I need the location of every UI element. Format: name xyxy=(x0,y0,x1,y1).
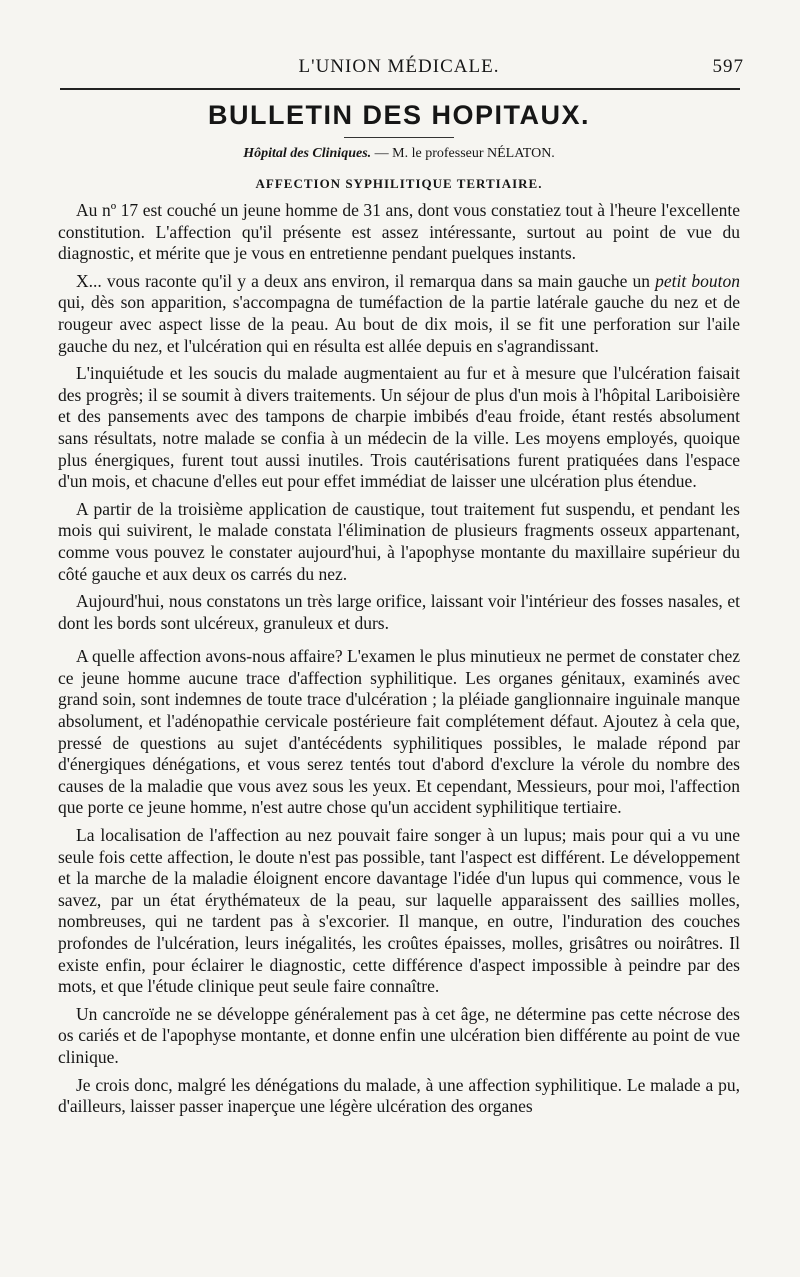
paragraph-2 xyxy=(58,271,740,357)
running-title: L'UNION MÉDICALE. xyxy=(298,56,500,77)
page-number: 597 xyxy=(712,56,744,77)
paragraph-1: Au nº 17 est couché un jeune homme de 31 ans, dont vous constatiez tout à l'heure l'excellente constitution. L'affection qu'il présente est assez intéressante, surtout au point de vue du diagnostic, et mérite que je vous en entretienne pendant puelques instants. xyxy=(58,200,740,264)
hospital-name: Hôpital des Cliniques. xyxy=(243,146,372,161)
paragraph-2-emphasis: petit bouton xyxy=(655,270,740,291)
hospital-line xyxy=(58,146,740,162)
paragraph-5: Aujourd'hui, nous constatons un très large orifice, laissant voir l'intérieur des fosses nasales, et dont les bords sont ulcéreux, granuleux et durs. xyxy=(58,591,740,633)
paragraph-4: A partir de la troisième application de caustique, tout traitement fut suspendu, et pendant les mois qui suivirent, le malade constata l'élimination de plusieurs fragments osseux appartenant, comme vous pouvez le constater aujourd'hui, à l'apophyse montante du maxillaire supérieur du côté gauche et aux deux os carrés du nez. xyxy=(58,498,740,584)
paragraph-2-end: qui, dès son apparition, s'accompagna de tuméfaction de la partie latérale gauche du nez et de rougeur avec aspect lisse de la peau. Au bout de dix mois, il se fit une perforation sur l'aile gauche du nez, et l'ulcération qui en résulta est allée depuis en s'agrandissant. xyxy=(58,292,740,356)
paragraph-8: Un cancroïde ne se développe généralement pas à cet âge, ne détermine pas cette nécrose des os cariés et de l'apophyse montante, et donne enfin une ulcération bien différente au point de vue clinique. xyxy=(58,1003,740,1067)
header-rule xyxy=(60,88,740,90)
paragraph-2-start: X... vous raconte qu'il y a deux ans environ, il remarqua dans sa main gauche un xyxy=(76,270,656,291)
running-head xyxy=(58,52,744,88)
paragraph-9: Je crois donc, malgré les dénégations du malade, à une affection syphilitique. Le malade a pu, d'ailleurs, laisser passer inaperçue une légère ulcération des organes xyxy=(58,1074,740,1117)
bulletin-title: BULLETIN DES HOPITAUX. xyxy=(207,100,590,130)
professor-name: — M. le professeur NÉLATON. xyxy=(371,146,555,161)
paragraph-6: A quelle affection avons-nous affaire? L'examen le plus minutieux ne permet de constater chez ce jeune homme aucune trace d'affection syphilitique. Les organes génitaux, examinés avec grand soin, sont indemnes de toute trace d'ulcération ; la pléiade ganglionnaire inguinale manque absolument, et l'adénopathie cervicale postérieure fait complétement défaut. Ajoutez à cela que, pressé de questions au sujet d'antécédents syphilitiques possibles, le malade répond par d'énergiques dénégations, et vous serez tentés tout d'abord d'exclure la vérole du nombre des causes de la maladie que vous avez sous les yeux. Et cependant, Messieurs, pour moi, l'affection que porte ce jeune homme, n'est autre chose qu'un accident syphilitique tertiaire. xyxy=(58,646,740,818)
paragraph-7: La localisation de l'affection au nez pouvait faire songer à un lupus; mais pour qui a vu une seule fois cette affection, le doute n'est pas possible, tant l'aspect est différent. Le développement et la marche de la maladie éloignent encore davantage l'idée d'un lupus qui commence, vous le savez, par un état érythémateux de la peau, sur laquelle apparaissent des saillies molles, nombreuses, qui ne tardent pas à s'excorier. Il manque, en outre, l'induration des couches profondes de l'ulcération, leurs inégalités, les croûtes épaisses, molles, grisâtres ou noirâtres. Il existe enfin, pour éclairer le diagnostic, cette différence d'aspect impossible à peindre par des mots, et que l'étude clinique peut seule faire connaître. xyxy=(58,825,740,997)
affection-title: AFFECTION SYPHILITIQUE TERTIAIRE. xyxy=(255,176,543,191)
paragraph-3: L'inquiétude et les soucis du malade augmentaient au fur et à mesure que l'ulcération faisait des progrès; il se soumit à divers traitements. Un séjour de plus d'un mois à l'hôpital Lariboisière et des pansements avec des tampons de charpie imbibés d'eau froide, étant restés absolument sans résultats, notre malade se confia à un médecin de la ville. Les moyens employés, quoique plus énergiques, furent tout aussi inutiles. Trois cautérisations furent pratiquées dans l'espace d'un mois, et chacune d'elles eut pour effet immédiat de laisser une ulcération plus étendue. xyxy=(58,363,740,492)
title-divider xyxy=(344,137,454,138)
